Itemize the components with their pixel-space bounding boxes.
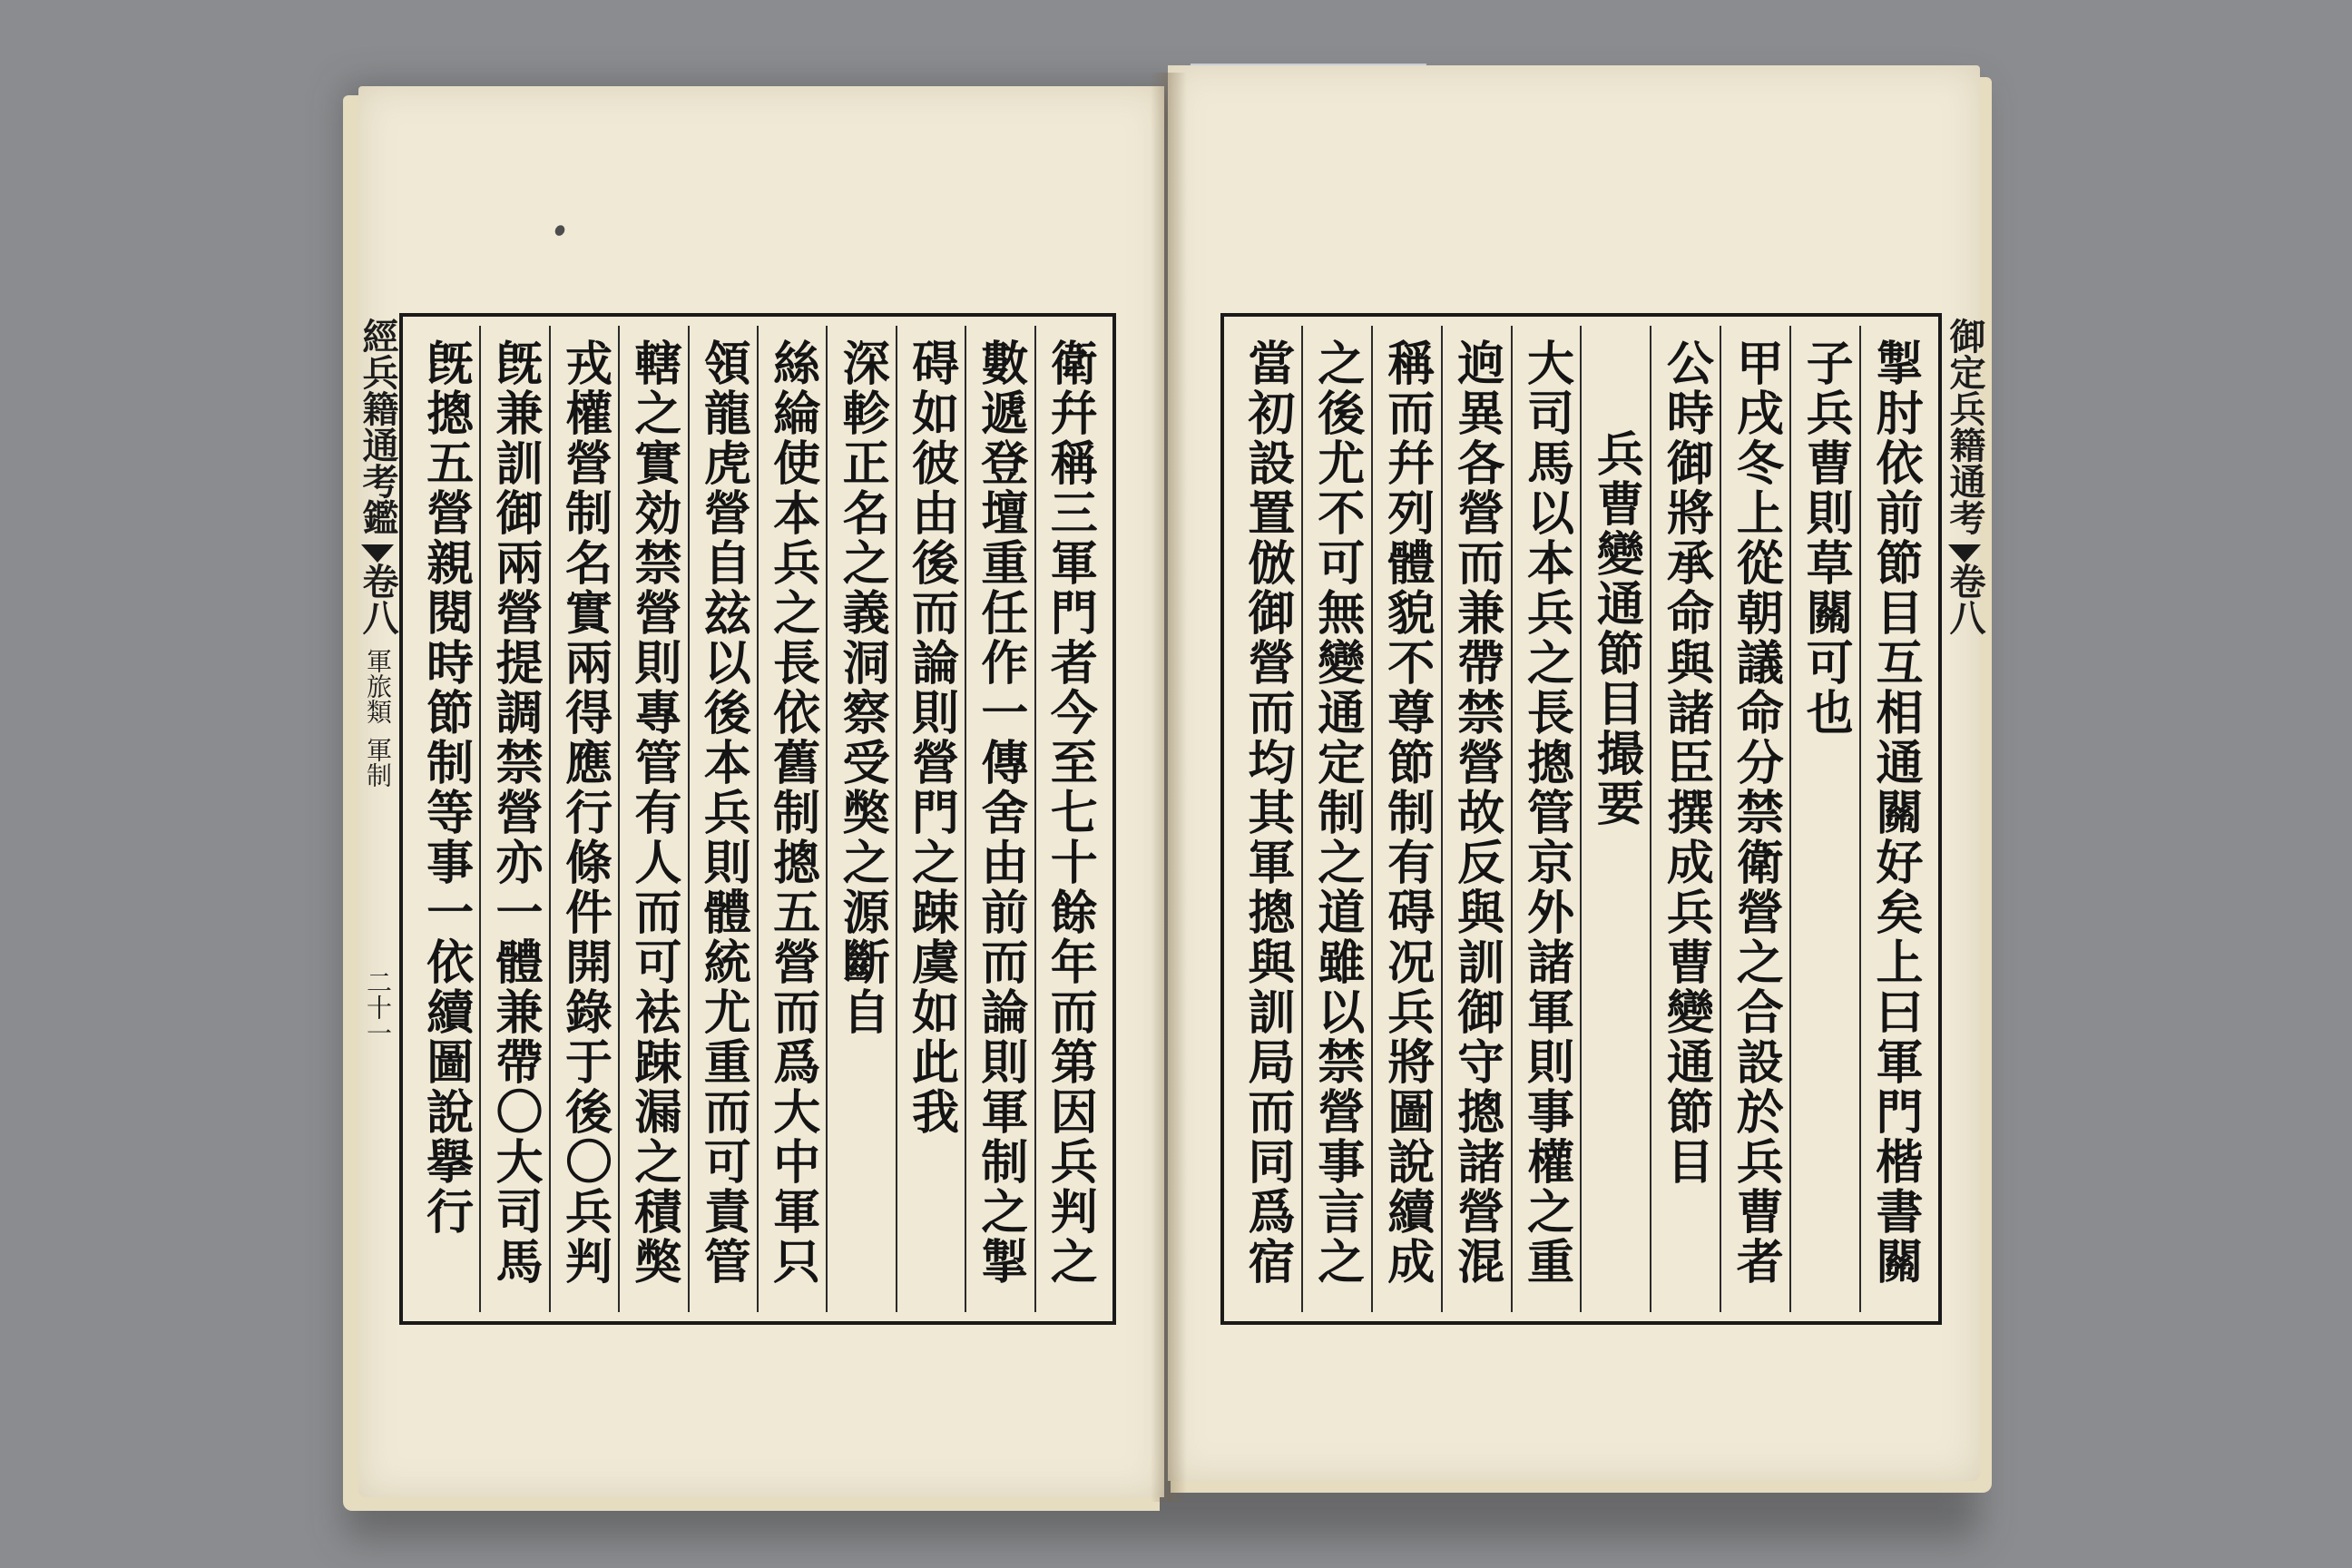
text-column: 衛幷稱三軍門者今至七十餘年而第因兵判之 xyxy=(1034,326,1103,1312)
text-column: 絲綸使本兵之長依舊制摠五營而爲大中軍只 xyxy=(757,326,826,1312)
text-column: 甲戌冬上從朝議命分禁衛營之合設於兵曹者 xyxy=(1720,326,1789,1312)
fish-tail-mark xyxy=(1948,544,1981,563)
banxin-volume: 卷八 xyxy=(1944,563,1986,635)
text-column: 戎權營制名實兩得應行條件開錄于後〇兵判 xyxy=(549,326,618,1312)
text-column: 領龍虎營自玆以後本兵則體統尤重而可責管 xyxy=(688,326,757,1312)
left-banxin xyxy=(356,318,399,1325)
text-column: 兵曹變通節目撮要 xyxy=(1580,326,1650,1312)
book-gutter xyxy=(1151,73,1187,1502)
left-columns xyxy=(412,326,1103,1312)
banxin-section: 軍制 xyxy=(363,737,393,788)
text-column: 之後尤不可無變通定制之道雖以禁營事言之 xyxy=(1301,326,1371,1312)
text-column: 大司馬以本兵之長摠管京外諸軍則事權之重 xyxy=(1511,326,1581,1312)
text-column: 旣摠五營親閱時節制等事一依續圖說擧行 xyxy=(417,338,474,1237)
banxin-title: 經兵籍通考鑑 xyxy=(357,318,399,535)
text-column: 深軫正名之義洞察受獘之源斷自 xyxy=(826,326,895,1312)
text-column: 轄之實効禁營則專管有人而可袪踈漏之積獘 xyxy=(618,326,687,1312)
text-column: 公時御將承命與諸臣撰成兵曹變通節目 xyxy=(1650,326,1720,1312)
text-column: 碍如彼由後而論則營門之踈虞如此我 xyxy=(896,326,965,1312)
right-text-frame xyxy=(1220,313,1942,1325)
text-column: 數遞登壇重任作一傳舍由前而論則軍制之掣 xyxy=(965,326,1034,1312)
banxin-title: 御定兵籍通考 xyxy=(1944,318,1986,535)
banxin-category: 軍旅類 xyxy=(363,648,393,724)
text-column: 當初設置倣御營而均其軍摠與訓局而同爲宿 xyxy=(1239,338,1295,1287)
right-columns xyxy=(1233,326,1929,1312)
text-column: 掣肘依前節目互相通關好矣上曰軍門楷書關 xyxy=(1859,326,1929,1312)
right-banxin xyxy=(1942,318,1987,1325)
banxin-volume: 卷八 xyxy=(357,563,399,635)
banxin-page-number: 二十一 xyxy=(363,969,393,1045)
text-column: 逈異各營而兼帶禁營故反與訓御守摠諸營混 xyxy=(1441,326,1511,1312)
text-column: 子兵曹則草關可也 xyxy=(1789,326,1859,1312)
text-column: 旣兼訓御兩營提調禁營亦一體兼帶〇大司馬 xyxy=(479,326,548,1312)
left-text-frame xyxy=(399,313,1116,1325)
text-column: 稱而幷列體貌不尊節制有碍况兵將圖說續成 xyxy=(1371,326,1441,1312)
fish-tail-mark xyxy=(361,544,394,563)
